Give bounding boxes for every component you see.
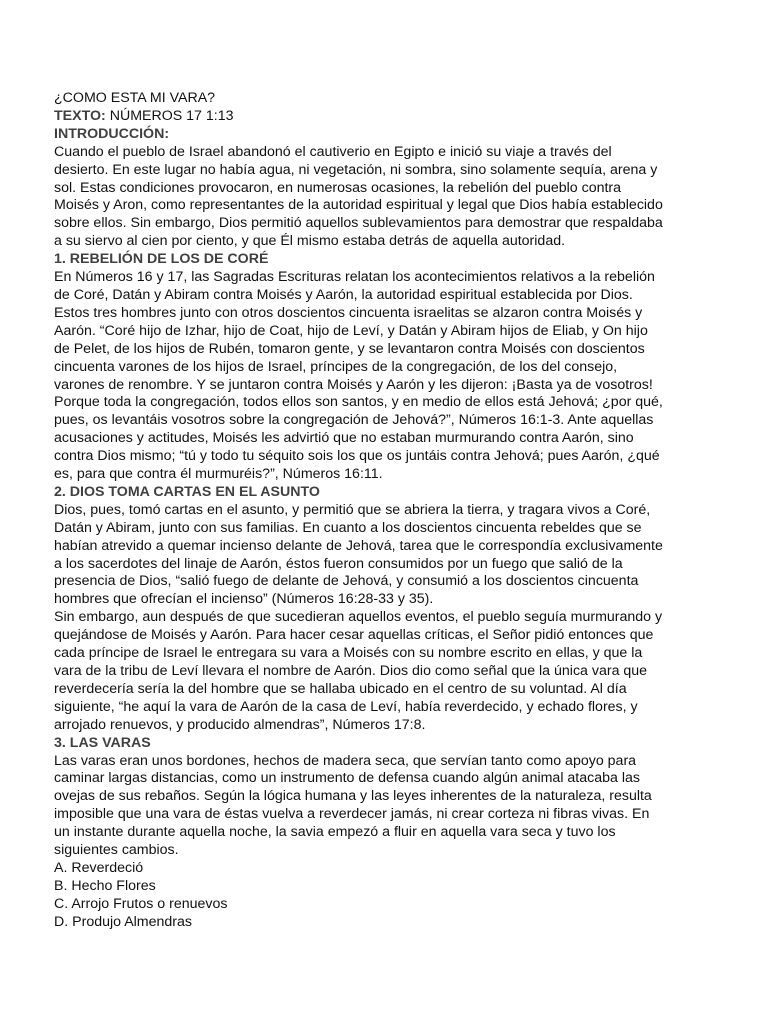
- list-item: C. Arrojo Frutos o renuevos: [54, 895, 228, 912]
- paragraph-line: vara de la tribu de Leví llevara el nombre de Aarón. Dios dio como señal que la única vara que: [54, 663, 648, 679]
- paragraph-line: arrojado renuevos, y producido almendras”, Números 17:8.: [54, 716, 426, 733]
- paragraph-line: acusaciones y actitudes, Moisés les advirtió que no estaban murmurando contra Aarón, sino: [54, 430, 634, 447]
- paragraph-line: contra Dios mismo; “tú y todo tu séquito sois los que os juntáis contra Jehová; pues Aarón, ¿qué: [54, 448, 660, 465]
- paragraph-line: varones de renombre. Y se juntaron contra Moisés y Aarón y les dijeron: ¡Basta ya de vosotros!: [54, 376, 653, 393]
- paragraph-line: a su siervo al cien por ciento, y que Él mismo estaba detrás de aquella autoridad.: [54, 233, 566, 250]
- paragraph-line: de Coré, Datán y Abiram contra Moisés y Aarón, la autoridad espiritual establecida por Dios.: [54, 286, 633, 303]
- changes-list: [54, 860, 714, 932]
- section-3-paragraph: [54, 753, 714, 860]
- list-item: B. Hecho Flores: [54, 877, 156, 894]
- document-page: [54, 90, 714, 932]
- paragraph-line: Sin embargo, aun después de que sucedieran aquellos eventos, el pueblo seguía murmurando y: [54, 609, 663, 626]
- paragraph-line: hombres que ofrecían el incienso” (Números 16:28-33 y 35).: [54, 591, 434, 608]
- text-reference: NÚMEROS 17 1:13: [105, 107, 234, 124]
- paragraph-line: Las varas eran unos bordones, hechos de madera seca, que servían tanto como apoyo para: [54, 752, 637, 769]
- list-item: A. Reverdeció: [54, 859, 144, 876]
- paragraph-line: caminar largas distancias, como un instrumento de defensa cuando algún animal atacaba las: [54, 770, 640, 787]
- paragraph-line: habían atrevido a quemar incienso delante de Jehová, tarea que le correspondía exclusivamente: [54, 537, 663, 554]
- paragraph-line: Dios, pues, tomó cartas en el asunto, y permitió que se abriera la tierra, y tragara vivos a Coré,: [54, 501, 651, 518]
- paragraph-line: siguientes cambios.: [54, 842, 179, 859]
- paragraph-line: Datán y Abiram, junto con sus familias. En cuanto a los doscientos cincuenta rebeldes que se: [54, 519, 642, 536]
- paragraph-line: un instante durante aquella noche, la savia empezó a fluir en aquella vara seca y tuvo los: [54, 824, 616, 841]
- paragraph-line: de Pelet, de los hijos de Rubén, tomaron gente, y se levantaron contra Moisés con doscientos: [54, 340, 645, 357]
- paragraph-line: desierto. En este lugar no había agua, ni vegetación, ni sombra, sino solamente sequía, arena y: [54, 161, 658, 178]
- section-1-heading: 1. REBELIÓN DE LOS DE CORÉ: [54, 251, 269, 268]
- paragraph-line: a los sacerdotes del linaje de Aarón, éstos fueron consumidos por un fuego que salió de la: [54, 555, 623, 572]
- section-3-heading: 3. LAS VARAS: [54, 734, 151, 751]
- section-2-paragraph: [54, 502, 714, 735]
- paragraph-line: sobre ellos. Sin embargo, Dios permitió aquellos sublevamientos para demostrar que respaldaba: [54, 215, 663, 232]
- paragraph-line: pues, os levantáis vosotros sobre la congregación de Jehová?”, Números 16:1-3. Ante aquellas: [54, 412, 654, 429]
- paragraph-line: En Números 16 y 17, las Sagradas Escrituras relatan los acontecimientos relativos a la rebelión: [54, 269, 655, 286]
- paragraph-line: sol. Estas condiciones provocaron, en numerosas ocasiones, la rebelión del pueblo contra: [54, 179, 622, 196]
- paragraph-line: presencia de Dios, “salió fuego de delante de Jehová, y consumió a los doscientos cincuenta: [54, 573, 639, 590]
- intro-heading: INTRODUCCIÓN:: [54, 125, 170, 142]
- document-title: ¿COMO ESTA MI VARA?: [54, 90, 216, 106]
- paragraph-line: Estos tres hombres junto con otros doscientos cincuenta israelitas se alzaron contra Moisés y: [54, 304, 643, 321]
- paragraph-line: es, para que contra él murmuréis?”, Números 16:11.: [54, 466, 383, 483]
- paragraph-line: Moisés y Aron, como representantes de la autoridad espiritual y legal que Dios había establecido: [54, 197, 663, 214]
- paragraph-line: Aarón. “Coré hijo de Izhar, hijo de Coat, hijo de Leví, y Datán y Abiram hijos de Eliab, y On hijo: [54, 322, 648, 339]
- paragraph-line: imposible que una vara de éstas vuelva a reverdecer jamás, ni crear corteza ni fibras vivas. En: [54, 806, 650, 823]
- paragraph-line: cincuenta varones de los hijos de Israel, príncipes de la congregación, de los del consejo,: [54, 358, 618, 375]
- section-2-heading: 2. DIOS TOMA CARTAS EN EL ASUNTO: [54, 483, 320, 500]
- paragraph-line: Cuando el pueblo de Israel abandonó el cautiverio en Egipto e inició su viaje a través del: [54, 143, 612, 160]
- paragraph-line: siguiente, “he aquí la vara de Aarón de la casa de Leví, había reverdecido, y echado flores, y: [54, 698, 638, 715]
- paragraph-line: ovejas de sus rebaños. Según la lógica humana y las leyes inherentes de la naturaleza, resulta: [54, 788, 652, 805]
- intro-paragraph: [54, 144, 714, 251]
- paragraph-line: cada príncipe de Israel le entregara su vara a Moisés con su nombre escrito en ellas, y que la: [54, 645, 643, 662]
- list-item: D. Produjo Almendras: [54, 913, 193, 930]
- text-label: TEXTO:: [54, 107, 106, 124]
- section-1-paragraph: [54, 269, 714, 484]
- paragraph-line: Porque toda la congregación, todos ellos son santos, y en medio de ellos está Jehová; ¿por qué,: [54, 394, 663, 411]
- paragraph-line: reverdecería sería la del hombre que se hallaba ubicado en el centro de su voluntad. Al día: [54, 680, 627, 697]
- paragraph-line: quejándose de Moisés y Aarón. Para hacer cesar aquellas críticas, el Señor pidió entonces que: [54, 627, 654, 644]
- scripture-reference: [54, 108, 714, 126]
